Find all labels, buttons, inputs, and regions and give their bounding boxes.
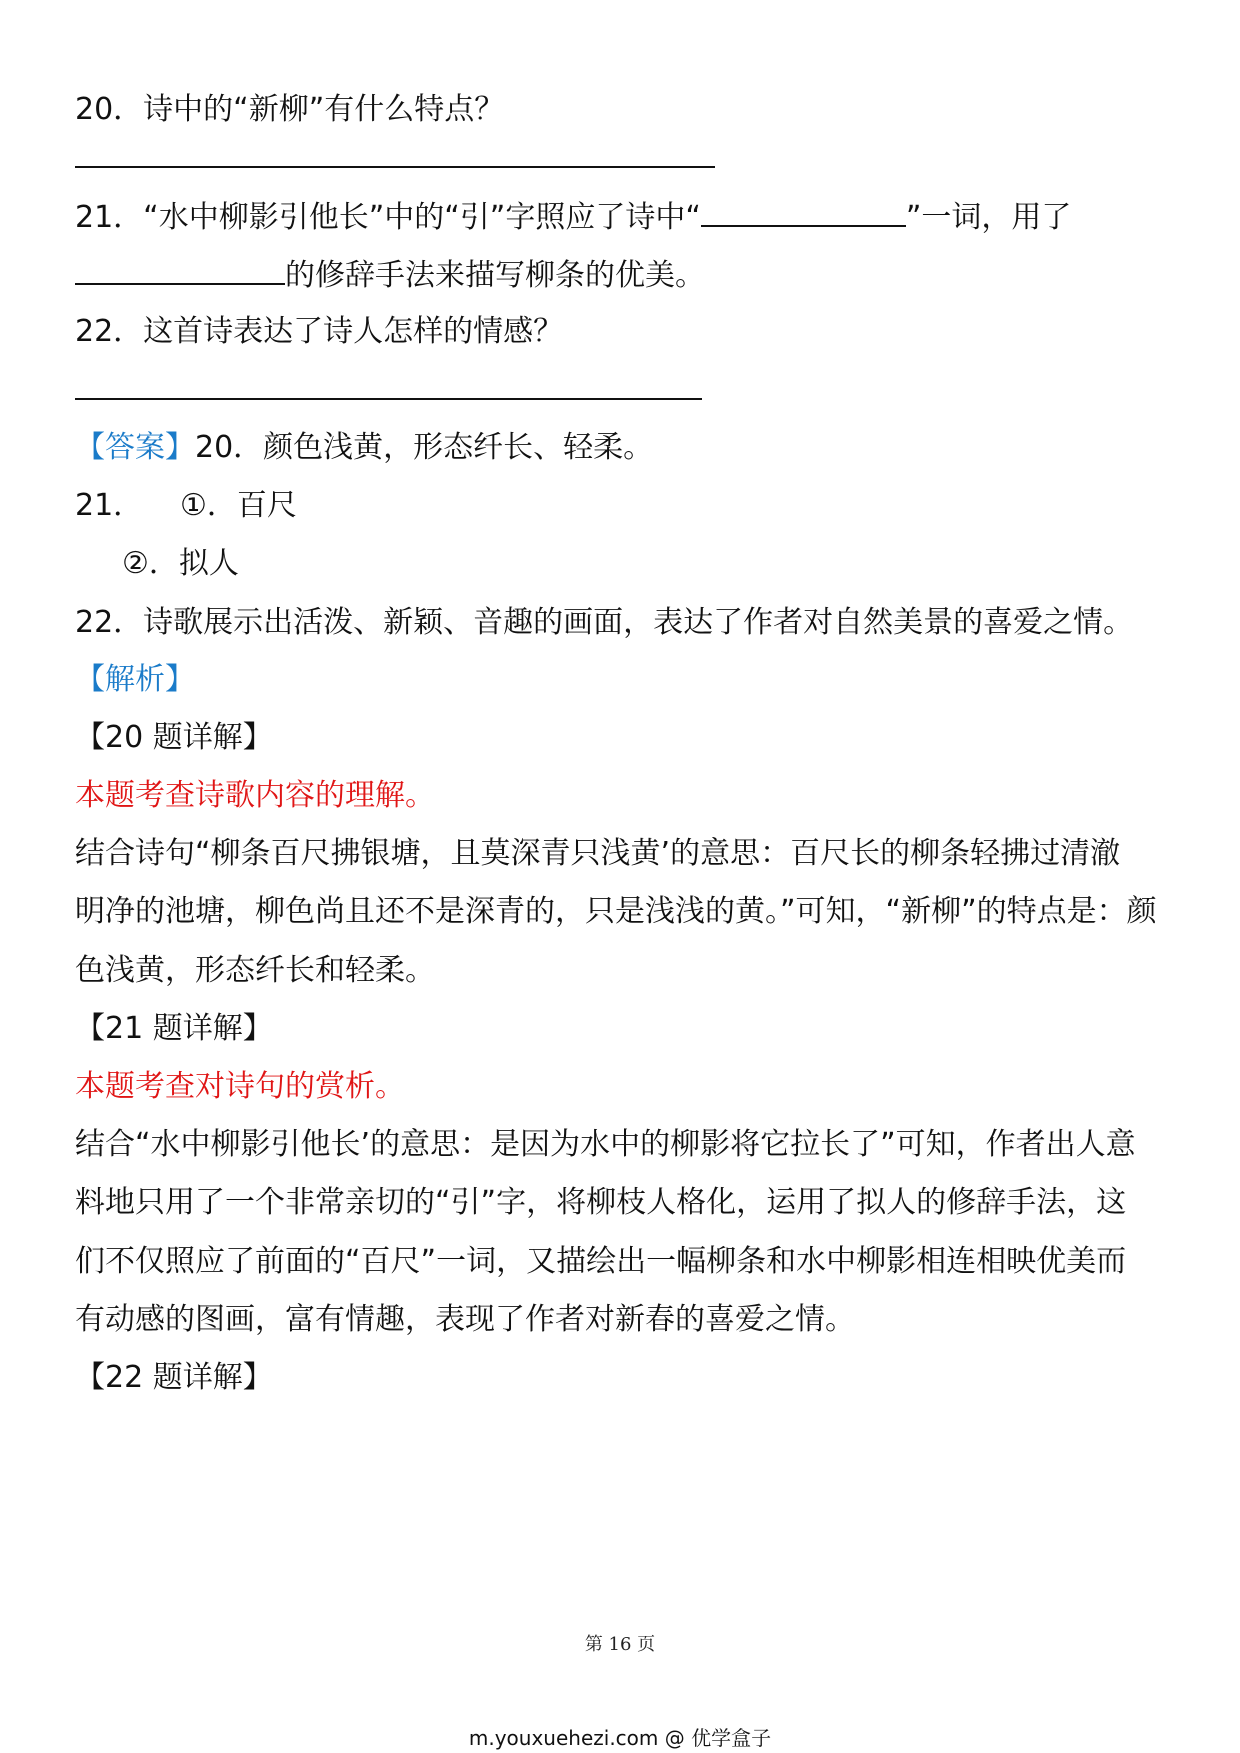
analysis-heading-21: 【21 题详解】	[75, 1011, 273, 1046]
analysis-text-21-line-4: 有动感的图画，富有情趣，表现了作者对新春的喜爱之情。	[75, 1302, 855, 1337]
analysis-topic-21: 本题考查对诗句的赏析。	[75, 1069, 405, 1104]
analysis-text-20-line-1: 结合诗句“柳条百尺拂银塘，且莫深青只浅黄’的意思：百尺长的柳条轻拂过清澈	[75, 836, 1121, 871]
answer-20: 20．颜色浅黄，形态纤长、轻柔。	[195, 430, 654, 465]
blank-21-word	[701, 195, 906, 227]
question-21-cont	[75, 253, 705, 296]
site-watermark: m.youxuehezi.com @ 优学盒子	[468, 1726, 772, 1750]
answer-21-row	[75, 486, 143, 526]
analysis-text-21-line-3: 们不仅照应了前面的“百尺”一词，又描绘出一幅柳条和水中柳影相连相映优美而	[75, 1244, 1127, 1279]
page-number: 第 16 页	[584, 1634, 656, 1655]
question-22: 22．这首诗表达了诗人怎样的情感？	[75, 314, 564, 349]
answer-21-item-2: ②．拟人	[122, 546, 239, 581]
analysis-text-20-line-2: 明净的池塘，柳色尚且还不是深青的，只是浅浅的黄。”可知，“新柳”的特点是：颜	[75, 894, 1157, 929]
answer-21-number: 21．	[75, 488, 144, 523]
question-21-text-b: ”一词，用了	[905, 200, 1072, 235]
question-21-text-a: 21．“水中柳影引他长”中的“引”字照应了诗中“	[75, 200, 701, 235]
answer-block	[75, 428, 653, 468]
analysis-heading-20: 【20 题详解】	[75, 720, 273, 755]
analysis-text-21-line-1: 结合“水中柳影引他长’的意思：是因为水中的柳影将它拉长了”可知，作者出人意	[75, 1127, 1136, 1162]
question-21-text-c: 的修辞手法来描写柳条的优美。	[285, 258, 705, 293]
blank-21-rhetoric	[75, 253, 285, 285]
analysis-text-21-line-2: 料地只用了一个非常亲切的“引”字，将柳枝人格化，运用了拟人的修辞手法，这	[75, 1185, 1127, 1220]
answer-label: 【答案】	[75, 430, 195, 465]
analysis-topic-20: 本题考查诗歌内容的理解。	[75, 778, 435, 813]
answer-22: 22．诗歌展示出活泼、新颖、音趣的画面，表达了作者对自然美景的喜爱之情。	[75, 605, 1134, 640]
analysis-heading-22: 【22 题详解】	[75, 1360, 273, 1395]
answer-line-20	[75, 166, 715, 168]
answer-21-item-1: ①．百尺	[180, 488, 297, 523]
analysis-label: 【解析】	[75, 662, 195, 697]
question-20: 20．诗中的“新柳”有什么特点？	[75, 92, 505, 127]
analysis-text-20-line-3: 色浅黄，形态纤长和轻柔。	[75, 953, 435, 988]
question-21	[75, 195, 1071, 238]
answer-line-22	[75, 398, 702, 400]
